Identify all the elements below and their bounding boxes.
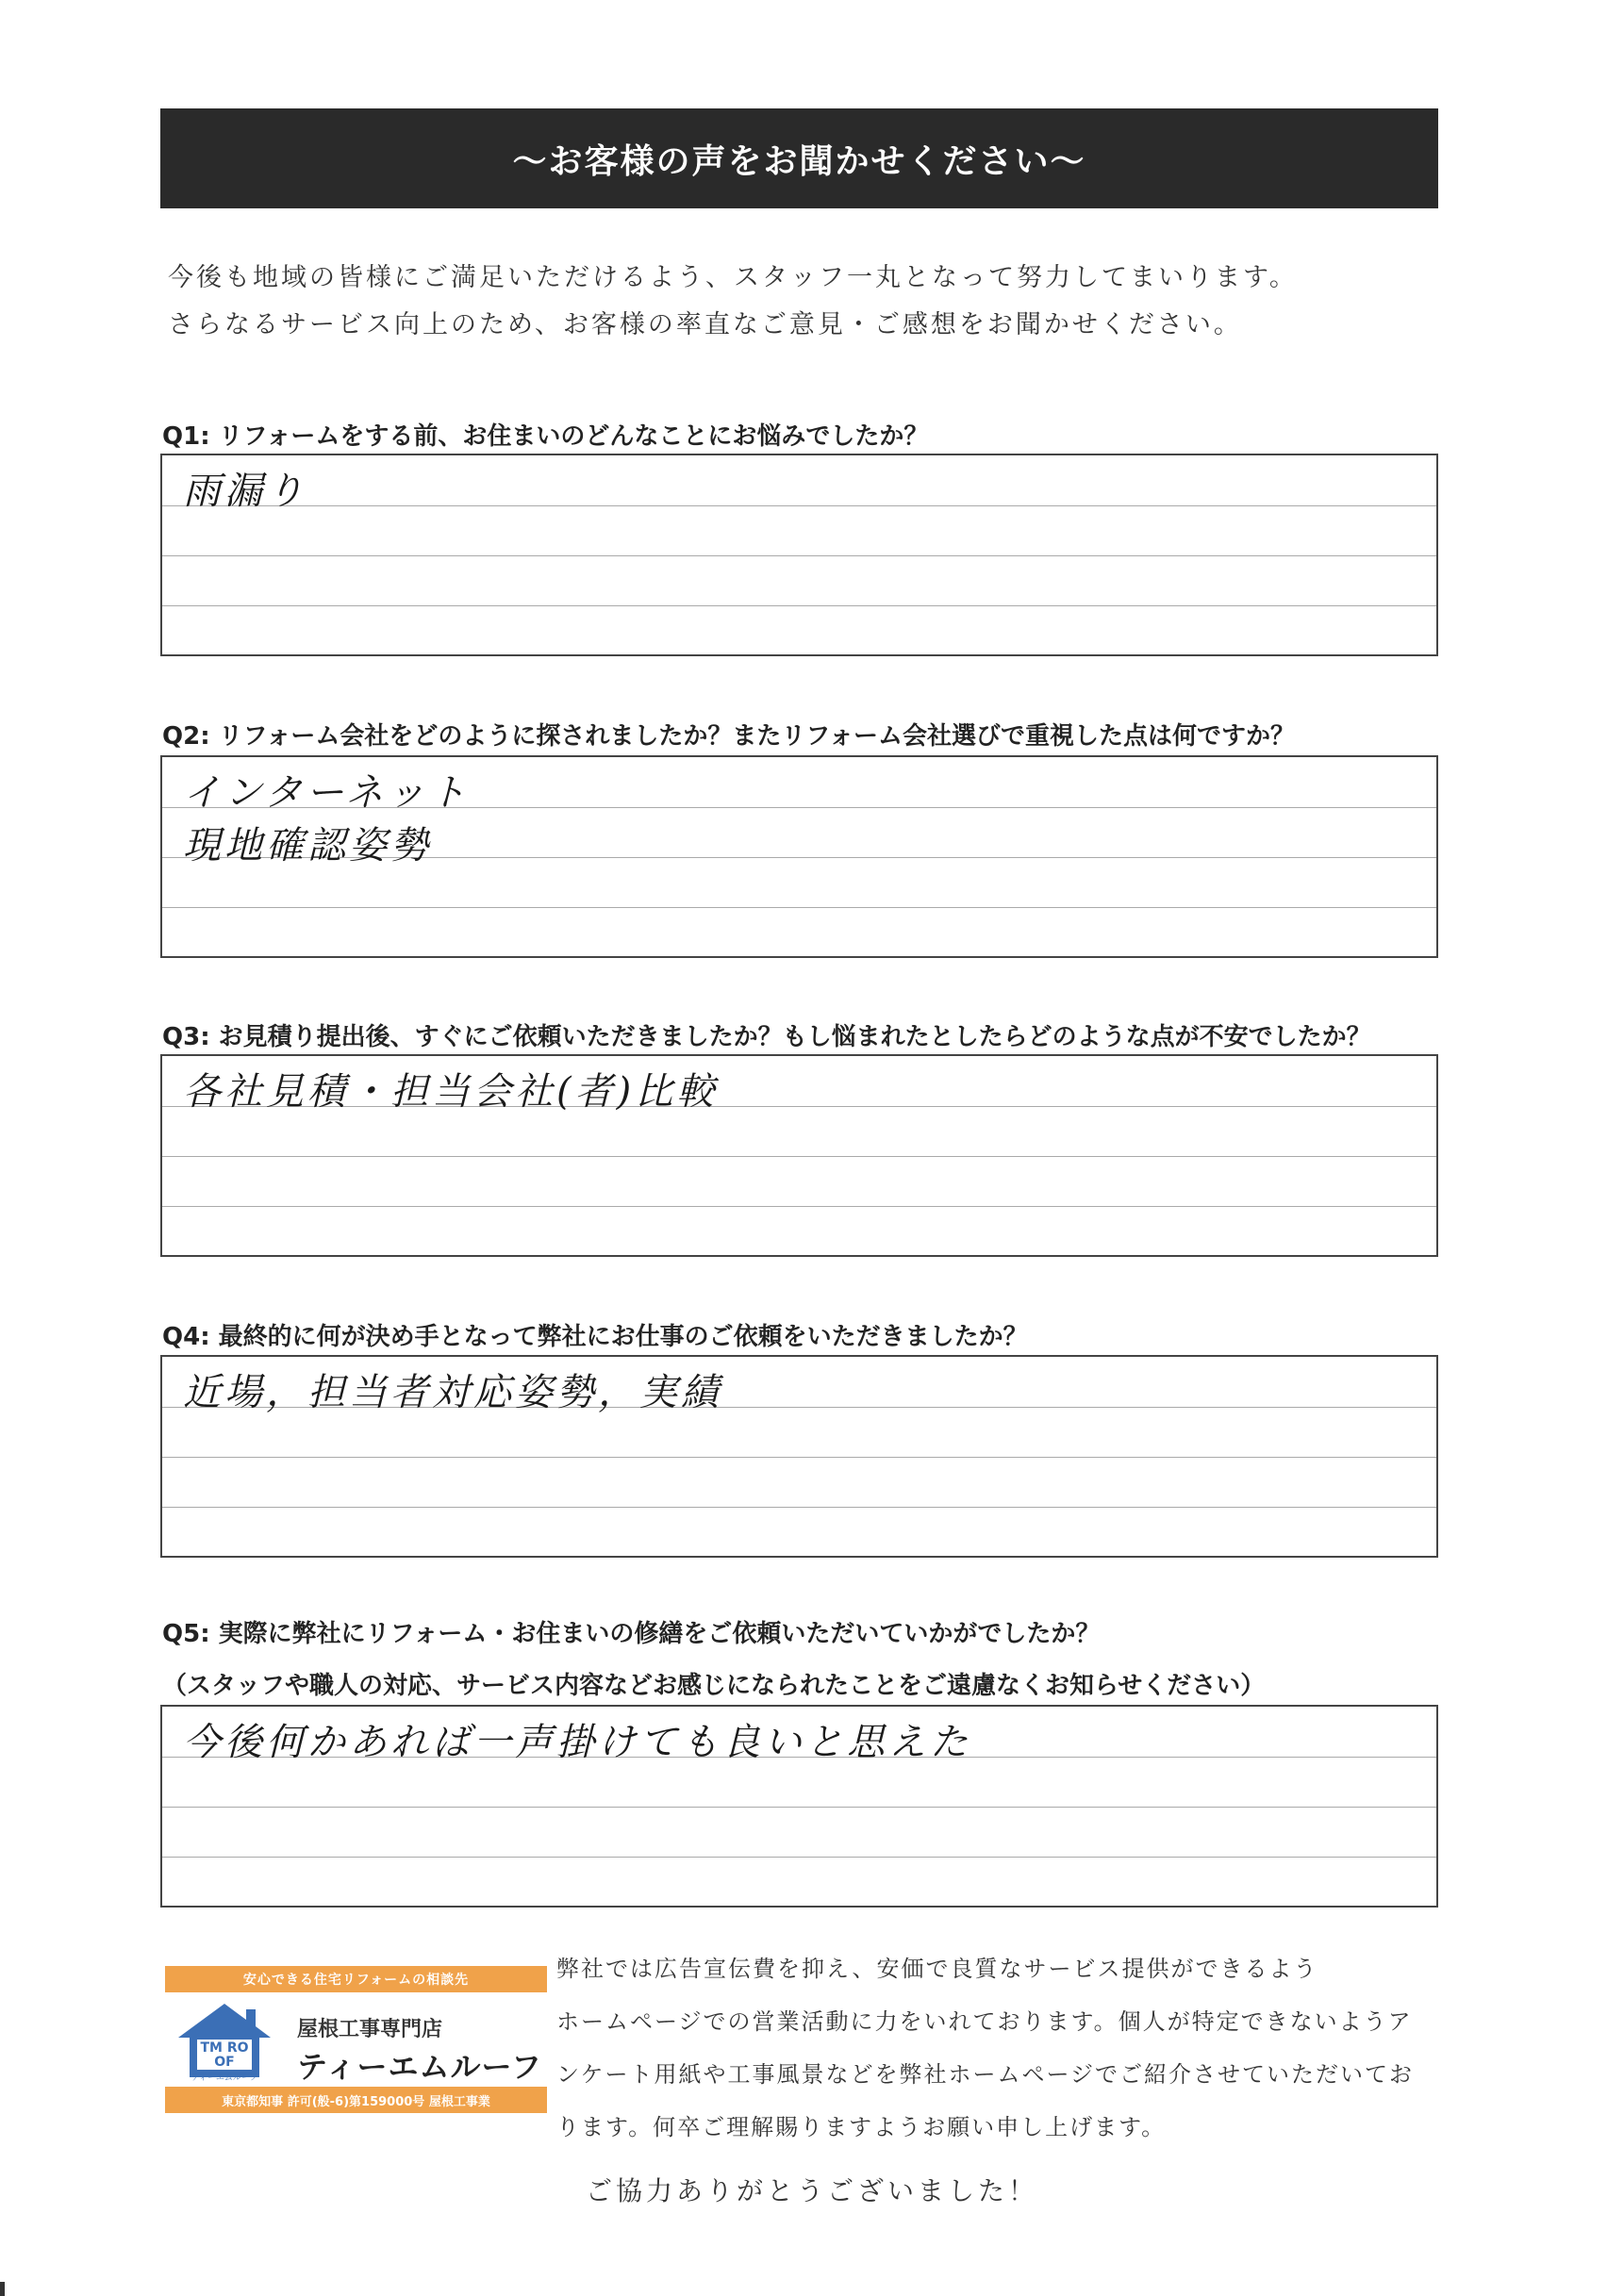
answer-box-4 xyxy=(160,1355,1438,1558)
company-logo xyxy=(165,1966,547,2115)
intro-line: 今後も地域の皆様にご満足いただけるよう、スタッフ一丸となって努力してまいります。 xyxy=(168,263,1298,292)
answer-text: 現地確認姿勢 xyxy=(183,824,432,867)
answer-text: 各社見積・担当会社(者)比較 xyxy=(183,1070,719,1114)
scan-edge-mark xyxy=(0,2282,5,2296)
answer-box-1 xyxy=(160,454,1438,656)
logo-tagline: 安心できる住宅リフォームの相談先 xyxy=(165,1966,547,1992)
intro-line: さらなるサービス向上のため、お客様の率直なご意見・ご感想をお聞かせください。 xyxy=(168,310,1242,339)
logo-mark-text: TM ROOF xyxy=(200,2040,249,2070)
logo-mark-subtext: ティーエムルーフ xyxy=(191,2073,258,2083)
answer-box-2 xyxy=(160,755,1438,958)
page-title: 〜お客様の声をお聞かせください〜 xyxy=(160,108,1438,208)
notice-text xyxy=(556,1942,1433,2154)
notice-line: 弊社では広告宣伝費を抑え、安価で良質なサービス提供ができるよう xyxy=(556,1956,1318,1982)
question-2: Q2: リフォーム会社をどのように探されましたか？またリフォーム会社選びで重視した点は何ですか？ xyxy=(162,722,1296,751)
question-5-sublabel: （スタッフや職人の対応、サービス内容などお感じになられたことをご遠慮なくお知らせください） xyxy=(162,1672,1266,1700)
answer-box-3 xyxy=(160,1054,1438,1257)
notice-line: ホームページでの営業活動に力をいれております。個人が特定できないようア xyxy=(556,2008,1413,2035)
question-4: Q4: 最終的に何が決め手となって弊社にお仕事のご依頼をいただきましたか？ xyxy=(162,1323,1028,1351)
answer-text: 雨漏り xyxy=(183,470,307,513)
answer-box-5 xyxy=(160,1705,1438,1908)
notice-line: ります。何卒ご理解賜りますようお願い申し上げます。 xyxy=(556,2114,1167,2140)
thanks-message: ご協力ありがとうございました！ xyxy=(585,2175,1038,2206)
logo-shop-type: 屋根工事専門店 xyxy=(297,2018,443,2041)
intro-text xyxy=(168,255,1298,349)
answer-text: 近場，担当者対応姿勢，実績 xyxy=(183,1371,722,1414)
answer-text: 今後何かあれば一声掛けても良いと思えた xyxy=(183,1721,971,1764)
logo-license: 東京都知事 許可(般-6)第159000号 屋根工事業 xyxy=(165,2087,547,2113)
question-5-label: Q5: 実際に弊社にリフォーム・お住まいの修繕をご依頼いただいていかがでしたか？ xyxy=(162,1620,1101,1648)
answer-text: インターネット xyxy=(183,771,471,815)
question-3: Q3: お見積り提出後、すぐにご依頼いただきましたか？もし悩まれたとしたらどのような点が不安でしたか？ xyxy=(162,1023,1371,1051)
question-1: Q1: リフォームをする前、お住まいのどんなことにお悩みでしたか？ xyxy=(162,422,929,451)
notice-line: ンケート用紙や工事風景などを弊社ホームページでご紹介させていただいてお xyxy=(556,2061,1415,2088)
logo-company-name: ティーエムルーフ xyxy=(297,2049,542,2085)
question-5 xyxy=(162,1614,1265,1701)
